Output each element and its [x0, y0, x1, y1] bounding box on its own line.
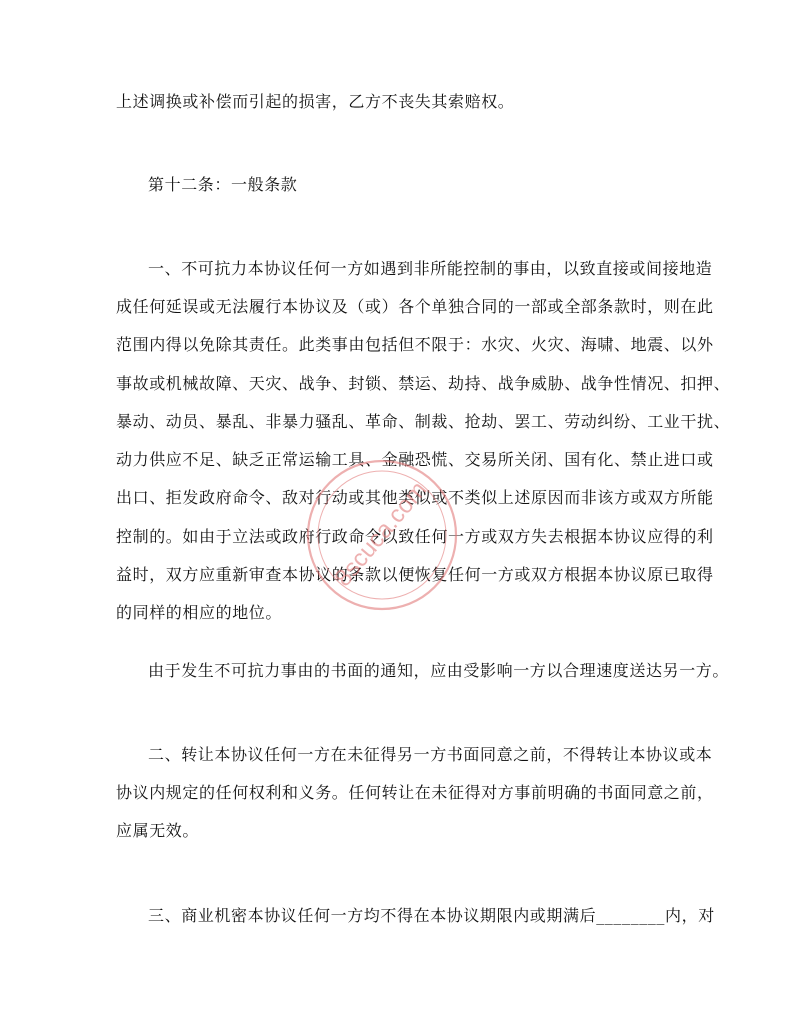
section-heading: 第十二条：一般条款: [148, 175, 298, 194]
text-line: 范围内得以免除其责任。此类事由包括但不限于：水灾、火灾、海啸、地震、以外: [116, 335, 714, 354]
text-line: 由于发生不可抗力事由的书面的通知，应由受影响一方以合理速度送达另一方。: [148, 661, 730, 680]
text-line: 成任何延误或无法履行本协议及（或）各个单独合同的一部或全部条款时，则在此: [116, 297, 714, 316]
text-line: 上述调换或补偿而引起的损害，乙方不丧失其索赔权。: [116, 92, 515, 111]
text-line: 三、商业机密本协议任何一方均不得在本协议期限内或期满后________内，对: [148, 906, 715, 925]
watermark-text: 8scuca.com: [329, 476, 433, 592]
text-line: 一、不可抗力本协议任何一方如遇到非所能控制的事由，以致直接或间接地造: [148, 259, 713, 278]
text-line: 出口、拒发政府命令、敌对行动或其他类似或不类似上述原因而非该方或双方所能: [116, 488, 714, 507]
text-line: 事故或机械故障、天灾、战争、封锁、禁运、劫持、战争威胁、战争性情况、扣押、: [116, 374, 731, 393]
text-line: 暴动、动员、暴乱、非暴力骚乱、革命、制裁、抢劫、罢工、劳动纠纷、工业干扰、: [116, 412, 731, 431]
text-line: 应属无效。: [116, 821, 200, 840]
text-line: 动力供应不足、缺乏正常运输工具、金融恐慌、交易所关闭、国有化、禁止进口或: [116, 450, 714, 469]
text-line: 益时，双方应重新审查本协议的条款以便恢复任何一方或双方根据本协议原已取得: [116, 565, 714, 584]
text-line: 协议内规定的任何权利和义务。任何转让在未征得对方事前明确的书面同意之前，: [116, 783, 714, 802]
text-line: 二、转让本协议任何一方在未征得另一方书面同意之前，不得转让本协议或本: [148, 745, 713, 764]
text-line: 控制的。如由于立法或政府行政命令以致任何一方或双方失去根据本协议应得的利: [116, 527, 714, 546]
text-line: 的同样的相应的地位。: [116, 603, 283, 622]
